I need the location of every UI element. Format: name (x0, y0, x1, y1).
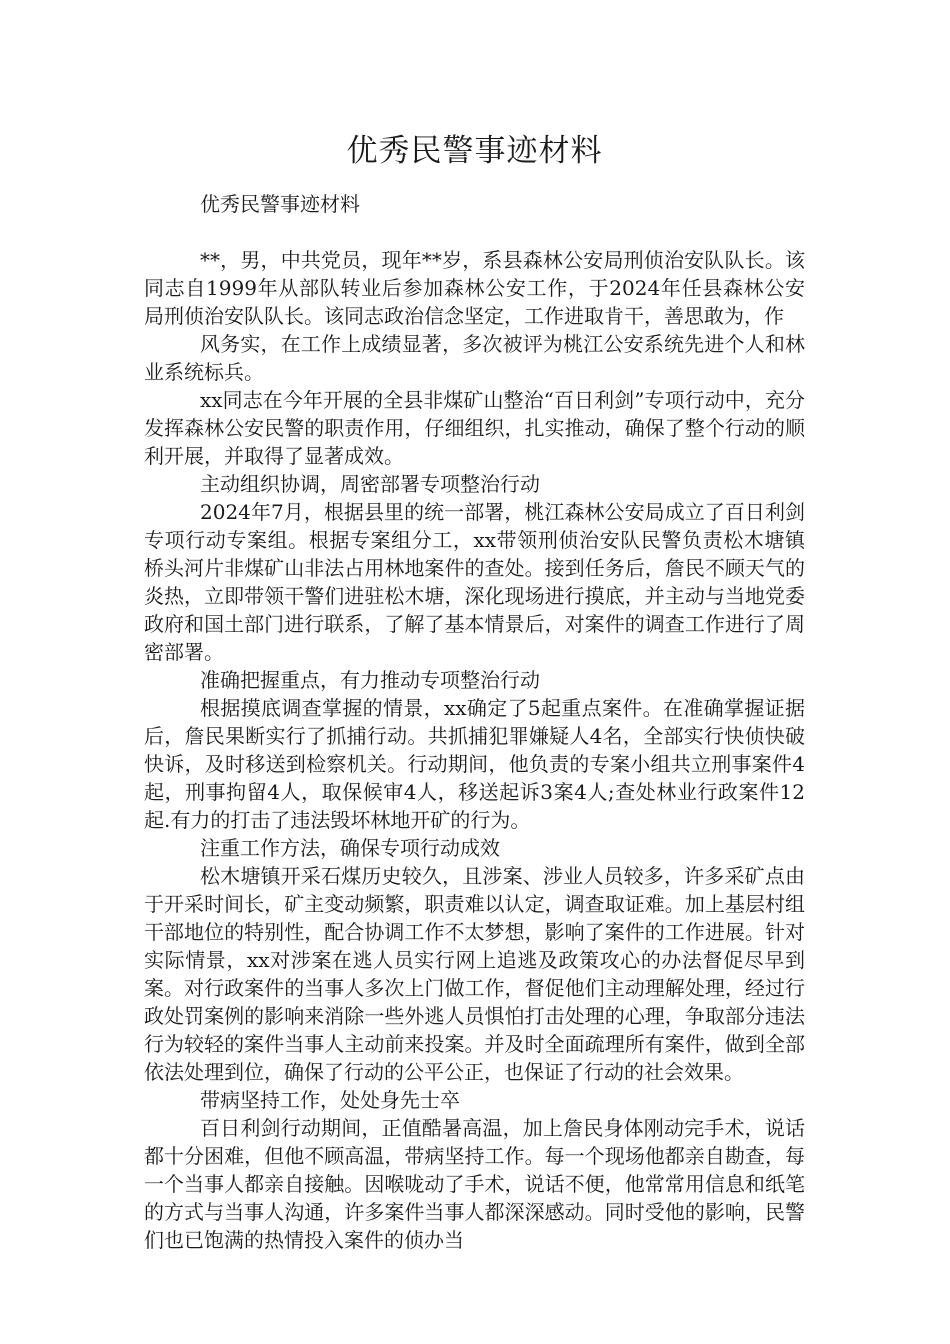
paragraph: 根据摸底调查掌握的情景，xx确定了5起重点案件。在准确掌握证据后，詹民果断实行了抓捕行动。共抓捕犯罪嫌疑人4名，全部实行快侦快破快诉，及时移送到检察机关。行动期间，他负责的专案小组共立刑事案件4起，刑事拘留4人，取保候审4人，移送起诉3案4人;查处林业行政案件12起.有力的打击了违法毁坏林地开矿的行为。 (144, 696, 805, 832)
document-subtitle: 优秀民警事迹材料 (200, 192, 360, 216)
section-heading: 注重工作方法，确保专项行动成效 (200, 836, 500, 860)
section-heading: 主动组织协调，周密部署专项整治行动 (200, 472, 540, 496)
paragraph-intro: **，男，中共党员，现年**岁，系县森林公安局刑侦治安队队长。该同志自1999年从部队转业后参加森林公安工作，于2024年任县森林公安局刑侦治安队队长。该同志政治信念坚定，工作进取肯干，善思敢为，作 (144, 248, 805, 328)
paragraph-intro-continued: 风务实，在工作上成绩显著，多次被评为桃江公安系统先进个人和林业系统标兵。 (144, 332, 805, 384)
paragraph: 2024年7月，根据县里的统一部署，桃江森林公安局成立了百日利剑专项行动专案组。根据专案组分工，xx带领刑侦治安队民警负责松木塘镇桥头河片非煤矿山非法占用林地案件的查处。接到任务后，詹民不顾天气的炎热，立即带领干警们进驻松木塘，深化现场进行摸底，并主动与当地党委政府和国土部门进行联系，了解了基本情景后，对案件的调查工作进行了周密部署。 (144, 500, 805, 664)
document-body (144, 246, 805, 1254)
paragraph: 松木塘镇开采石煤历史较久，且涉案、涉业人员较多，许多采矿点由于开采时间长，矿主变动频繁，职责难以认定，调查取证难。加上基层村组干部地位的特别性，配合协调工作不太梦想，影响了案件的工作进展。针对实际情景，xx对涉案在逃人员实行网上追逃及政策攻心的办法督促尽早到案。对行政案件的当事人多次上门做工作，督促他们主动理解处理，经过行政处罚案例的影响来消除一些外逃人员惧怕打击处理的心理，争取部分违法行为较轻的案件当事人主动前来投案。并及时全面疏理所有案件，做到全部依法处理到位，确保了行动的公平公正，也保证了行动的社会效果。 (144, 864, 805, 1084)
paragraph: 百日利剑行动期间，正值酷暑高温，加上詹民身体刚动完手术，说话都十分困难，但他不顾高温，带病坚持工作。每一个现场他都亲自勘查，每一个当事人都亲自接触。因喉咙动了手术，说话不便，他常常用信息和纸笔的方式与当事人沟通，许多案件当事人都深深感动。同时受他的影响，民警们也已饱满的热情投入案件的侦办当 (144, 1116, 805, 1252)
section-heading: 带病坚持工作，处处身先士卒 (200, 1088, 460, 1112)
paragraph-summary: xx同志在今年开展的全县非煤矿山整治“百日利剑”专项行动中，充分发挥森林公安民警的职责作用，仔细组织，扎实推动，确保了整个行动的顺利开展，并取得了显著成效。 (144, 388, 805, 468)
section-heading: 准确把握重点，有力推动专项整治行动 (200, 668, 540, 692)
document-title: 优秀民警事迹材料 (346, 133, 603, 169)
